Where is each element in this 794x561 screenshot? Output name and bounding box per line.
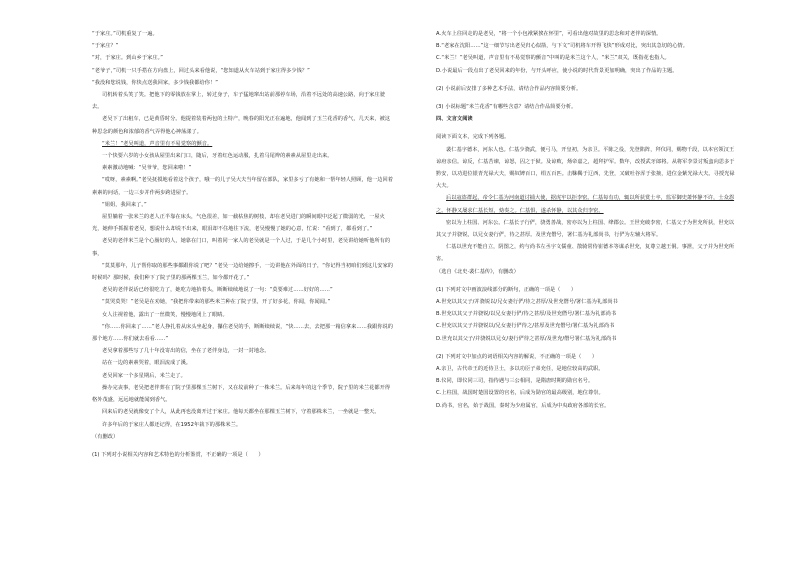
left-para-5: “我没和您说钱，你快点送我回家，多少钱我都给你！” bbox=[92, 79, 218, 86]
section-heading-classical: 四、文言文阅读 bbox=[436, 116, 473, 123]
left-para-11: “哎呀，素素啊。”老吴抚摸地看着这个孩子，哦一的儿子吴大夫当年留在部队，家里多亏了有她和一帮年轻人照顾，他一边回着素素的问话，一边三步并作两步跨进屋子。 bbox=[92, 177, 393, 196]
left-para-1: “于家庄。”司机重复了一遍。 bbox=[92, 31, 158, 37]
left-para-4: “老爷子，”司机一只手搭在方向盘上，回过头来看他说，“您知道从火车站到于家庄得多少钱？” bbox=[92, 67, 310, 74]
left-para-13: 屋里躺着一张米兰的老人正半靠在床头，气色很差，如一截枯焦的树枝，却在老吴进门的瞬间眼中泛起了微弱的光，一屋火光，她伸手抓握着老吴，想说什么却说不出来，眼泪却不住地往下流，老吴慢慢了她的心意，忙说：“看到了，都看到了。” bbox=[92, 214, 385, 233]
left-para-7: 老吴下了出租车，已是黄昏时分。他提着装着两包的土特产，晚春的阳光正在遍地，他闻到了玉兰花香的香气，几天来，被这种思念的颜色和浓郁的香气弄得他心神荡漾了。 bbox=[92, 116, 391, 135]
left-column bbox=[92, 28, 394, 461]
left-para-9: 一个快要六岁的小女孩从屋里出来门口，随后，牙着红色运动服，扎着马尾辫的素素从屋里走出来。 bbox=[102, 153, 333, 160]
left-para-12: “姐姐，我回来了。” bbox=[102, 201, 147, 208]
right-question-3: (3) 小说标题“米兰花香”有哪些含意？请结合作品简要分析。 bbox=[436, 104, 577, 111]
left-para-2: “于家庄？” bbox=[92, 43, 119, 50]
left-para-19: “你……你回来了……”老人挣扎着从床头坐起身，攥住老吴的手，断断续续说，“快……去，去把那一箱信拿来……我跟你说的那个地方……你们就去看看……” bbox=[92, 323, 394, 343]
classical-text-2: 后以寇盗群起，帝令仁基为河南道讨捕大使，据虎牢以拒李密。仁基每有功，辄以所获赏士卒，监军御史萧怀静不许，士众怨之。怀静又屡求仁基长短，劾奏之。仁基惧，遂杀怀静，以其众归李密。 bbox=[436, 195, 735, 214]
classical-source-note: （选自《北史·裴仁基传》，有删改） bbox=[436, 268, 519, 275]
left-para-17: “莫哭莫哭！”老吴是在劝她，“我把你带来的那些米兰种在了院子里，开了好多花，你闻，你闻闻。” bbox=[102, 299, 331, 306]
classical-q1-option-c: C.世充以其父子并骁锐以/兄女妻行俨待之/甚厚及世充僭号/署仁基为礼部尚书 bbox=[436, 323, 615, 330]
classical-q1-option-b: B.世充以其父子并骁锐/以兄女妻行俨/待之甚厚/及世充僭号/署仁基为礼部尚书 bbox=[436, 311, 617, 318]
left-para-18: 女人注视着他，露出了一丝微笑，慢慢地闭上了眼睛。 bbox=[102, 311, 228, 318]
left-para-20: 老吴拿着那些写了几十年没寄出的信，坐在了老伴身边，一封一封地念。 bbox=[102, 348, 270, 355]
classical-question-1: (1) 下列对文中画波浪线部分的断句，正确的一项是（ ） bbox=[436, 286, 577, 293]
left-para-16: 老吴的老伴说话已经很吃力了，她吃力地抬着头，断断续续地说了一句：“莫要难过……好好的……” bbox=[102, 287, 333, 294]
left-para-10: 素素激动地喊：“吴爷爷，您回来啦！” bbox=[102, 165, 192, 172]
left-source-note: （有删改） bbox=[92, 433, 119, 440]
right-column bbox=[436, 28, 736, 412]
left-para-25: 许多年后的于家庄人都还记得，在1952年栽下的那株米兰。 bbox=[102, 421, 242, 428]
classical-q1-option-a: A.世充以其父子/并骁锐以/兄女妻行俨/待之甚厚/及世充僭号/署仁基为礼部尚书 bbox=[436, 299, 618, 306]
classical-q1-option-d: D.世充以其父子/并骁锐以兄女/妻行俨待之甚厚/及世充/僭号署仁基为礼部尚书 bbox=[436, 335, 617, 342]
classical-q2-option-d: D.尚书，官名，始于战国，秦时为少府属官，后成为中央政府各部的长官。 bbox=[436, 402, 610, 409]
left-question-1: (1) 下列对小说相关内容和艺术特色的分析鉴赏，不正确的一项是（ ） bbox=[92, 451, 264, 458]
classical-q2-option-a: A.亲卫，古代帝王的近侍卫士，多以功臣子弟充任，是地位较高的武职。 bbox=[436, 366, 604, 373]
right-option-c: C.“米兰！”老吴叫道，声音里有不易觉察的颤音”中叫的是米兰这个人，“米兰”双关，既指花也指人。 bbox=[436, 55, 670, 62]
right-question-2: (2) 小说前后安排了多种艺术手法，请结合作品内容简要分析。 bbox=[436, 85, 582, 92]
left-para-21: 站在一边的素素哭着，眼泪流成了溪。 bbox=[102, 360, 192, 367]
classical-q2-option-c: C.上柱国，战国时楚国设置的官名，后成为勋官的最高级别，地位尊崇。 bbox=[436, 390, 604, 397]
left-para-3: “对，于家庄。到山乡于家庄。” bbox=[92, 55, 163, 62]
left-para-8: “米兰！”老吴叫道，声音里有不易觉察的颤音。 bbox=[102, 140, 213, 147]
classical-text-3: 密以为上柱国、河东公。仁基长子行俨，骁勇善战，密亦以为上柱国、绛郡公。王世充破李密，仁基父子为世充所获，世充以其父子并骁锐，以兄女妻行俨，待之甚厚。及世充僭号，署仁基为礼部尚书，行俨为左辅大将军。 bbox=[436, 219, 735, 239]
right-option-d: D.小说最后一段点出了老吴回来的年份，与开头呼应，使小说的时代背景更加明确，突出了作品的主题。 bbox=[436, 67, 678, 74]
left-para-23: 操办完丧事，老吴把老伴葬在了院子里那棵玉兰树下，又在坟前种了一株米兰。后来每年的这个季节，院子里的米兰花都开得格外茂盛，远远地就能闻到香气。 bbox=[92, 384, 391, 404]
classical-text-1: 裴仁基字德本，河东人也。仁基少骁武，便弓马，开皇初，为亲卫。平陈之役，先登陷阵，拜仪同，赐物千段，以本官领汉王谅府亲信。谅反，仁基苦谏，谅怒，囚之于狱。及谅败，炀帝嘉之，超拜护军。数年，改授武牙郎将。从将军李景讨叛蛮向思多于黔安，以功进位银青光禄大夫，赐奴婢百口，绢五百匹。击靺鞨于辽西，先登，又破吐谷浑于张掖，进位金紫光禄大夫。寻授光禄大夫。 bbox=[436, 146, 735, 190]
left-para-22: 老吴回家一个多星期后，米兰走了。 bbox=[102, 372, 186, 379]
left-para-15: “莫莫那年，儿子帮你取的那些事都跟你说了吧？”老吴一边给她擦手，一边讲他在外面的日子，“你记得当初咱们到这儿安家的时候吗？那时候，我们种下了院子里的那两棵玉兰，如今都开花了。” bbox=[92, 262, 394, 282]
classical-q2-option-b: B.仪同，即仪同三司，指待遇与三公相同，是隋唐时期的勋官名号。 bbox=[436, 378, 594, 385]
classical-question-2: (2) 下列对文中加点的词语相关内容的解说，不正确的一项是（ ） bbox=[436, 353, 598, 360]
classical-text-4: 仁基以世充不能自立，阴图之，约与尚书左丞宇文儒童、散骑常侍崔德本等谋杀世充，复尊立越王侗。事泄，父子并为世充所害。 bbox=[436, 244, 735, 263]
right-option-a: A.火车上往回走的是老吴，“将一个小包袱紧挨在怀里”，可看出他对故里的思念和对老伴的深情。 bbox=[436, 31, 662, 37]
reading-instruction: 阅读下面文本，完成下列各题。 bbox=[436, 134, 510, 141]
right-option-b: B.“老家在沈阳……”这一细节写出老吴归心似箭，与下文“司机将车开得飞快”形成对比，突出其急切的心情。 bbox=[436, 43, 688, 50]
left-para-24: 回来后的老吴就像变了个人，从此再也没离开过于家庄。他每天都坐在那棵玉兰树下，守着那株米兰，一坐就是一整天。 bbox=[102, 409, 380, 416]
left-para-6: 司机转着头笑了笑。把他下的零钱放在掌上，转过身子，车子猛地窜出站前那停车场，沿着不远处的高速公路，向于家庄驶去。 bbox=[92, 92, 385, 111]
left-para-14: 老吴的老伴米兰是个心肠好的人，她靠在门口，叫着同一家人的老吴就是一个人过，于是几个小时里，老吴讲给她听他所有的事， bbox=[92, 238, 391, 257]
